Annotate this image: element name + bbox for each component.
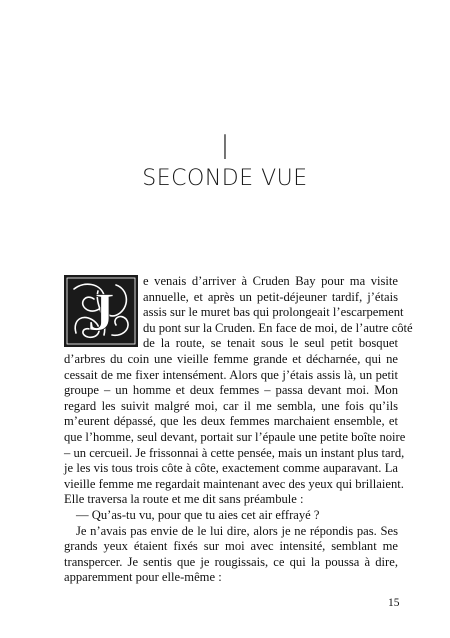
text-line: grands yeux étaient fixés sur moi avec intensité, semblant me	[64, 539, 398, 554]
chapter-number: I	[221, 128, 229, 168]
text-line: groupe – un homme et deux femmes – passa devant moi. Mon	[64, 383, 398, 398]
text-line: du pont sur la Cruden. En face de moi, de l’autre côté	[143, 320, 413, 335]
chapter-title: SECONDE VUE	[142, 166, 308, 191]
body-text	[64, 274, 413, 586]
text-line: de la route, se tenait sous le seul petit bosquet	[143, 336, 398, 351]
text-line: – un cercueil. Je frissonnai à cette pensée, mais un instant plus tard,	[64, 445, 405, 460]
text-line: cessait de me fixer intensément. Alors que j’étais assis là, un petit	[64, 367, 398, 382]
text-line: annuelle, et après un petit-déjeuner tardif, j’étais	[143, 289, 398, 304]
text-line: Elle traversa la route et me dit sans préambule :	[64, 492, 304, 507]
text-line: — Qu’as-tu vu, pour que tu aies cet air effrayé ?	[76, 507, 320, 522]
text-line: Je n’avais pas envie de le lui dire, alors je ne répondis pas. Ses	[76, 523, 398, 538]
text-line: transpercer. Je sentis que je rougissais, ce qui la poussa à dire,	[64, 554, 398, 569]
text-line: que l’homme, seul devant, portait sur l’épaule une petite boîte noire	[64, 429, 406, 444]
text-line: apparemment pour elle-même :	[64, 570, 222, 585]
text-line: regard les suivit malgré moi, car il me sembla, une fois qu’ils	[64, 398, 398, 413]
text-line: d’arbres du coin une vieille femme grande et décharnée, qui ne	[64, 351, 398, 366]
text-line: vieille femme me regardait maintenant avec des yeux qui brillaient.	[64, 476, 404, 491]
text-line: assis sur le muret bas qui prolongeait l’escarpement	[143, 305, 404, 320]
page-number: 15	[388, 597, 400, 609]
text-line: e venais d’arriver à Cruden Bay pour ma visite	[143, 274, 398, 288]
text-line: je les vis tous trois côte à côte, exactement comme auparavant. La	[64, 461, 398, 476]
text-line: m’eurent dépassé, que les deux femmes marchaient ensemble, et	[64, 414, 398, 429]
drop-cap-letter: J	[87, 282, 115, 342]
